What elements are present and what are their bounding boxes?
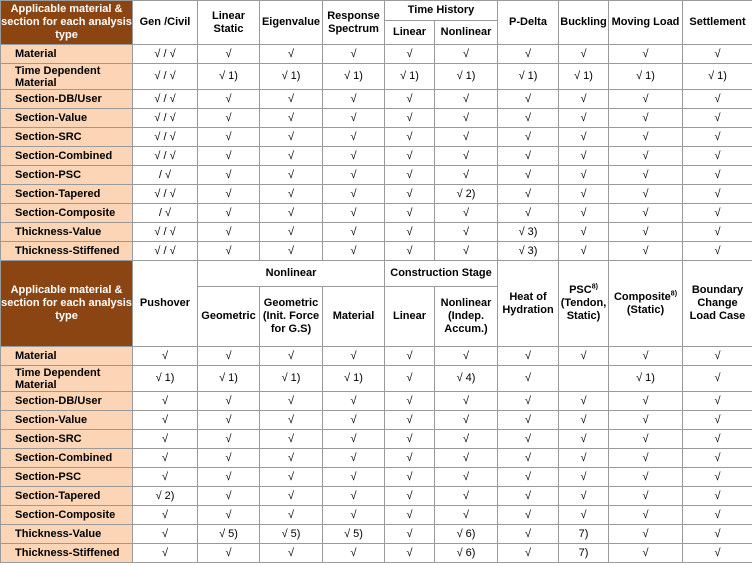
table-cell: √ — [260, 185, 323, 204]
table-row — [1, 366, 752, 392]
table-cell: √ — [559, 166, 609, 185]
table-cell: √ — [559, 392, 609, 411]
table-cell: √ 1) — [609, 366, 683, 392]
col-header-composite — [609, 261, 683, 347]
col-header-th-nonlinear: Nonlinear — [435, 21, 498, 45]
composite-label: Composite — [613, 290, 671, 303]
table-cell: √ — [260, 411, 323, 430]
row-label: Section-SRC — [1, 128, 133, 147]
table-cell: √ — [435, 347, 498, 366]
table-cell: √ — [323, 147, 385, 166]
table-cell: √ — [435, 430, 498, 449]
table-cell: √ — [609, 487, 683, 506]
table-cell: √ — [385, 204, 435, 223]
table-cell: √ — [385, 128, 435, 147]
row-label: Section-Composite — [1, 506, 133, 525]
table-cell: √ — [435, 506, 498, 525]
table-cell: √ — [198, 204, 260, 223]
table-cell: √ — [323, 204, 385, 223]
table-cell: √ — [498, 90, 559, 109]
table-cell: √ — [323, 109, 385, 128]
col-header-moving-load: Moving Load — [609, 1, 683, 45]
table-row — [1, 449, 752, 468]
table-cell: √ — [609, 128, 683, 147]
table-row — [1, 45, 752, 64]
table-cell: √ — [498, 45, 559, 64]
col-header-psc — [559, 261, 609, 347]
table-cell: √ — [498, 487, 559, 506]
table-cell: √ — [260, 166, 323, 185]
table-row — [1, 109, 752, 128]
table-cell: √ — [498, 128, 559, 147]
table-cell: √ 2) — [133, 487, 198, 506]
table-cell: √ — [198, 487, 260, 506]
table-cell: √ — [609, 223, 683, 242]
table-cell — [559, 366, 609, 392]
table-cell: √ — [323, 128, 385, 147]
table-cell: √ — [683, 392, 752, 411]
table-cell: √ / √ — [133, 223, 198, 242]
table-cell: √ — [559, 223, 609, 242]
row-label: Material — [1, 347, 133, 366]
table-cell: √ 1) — [133, 366, 198, 392]
table-cell: √ — [260, 128, 323, 147]
table-cell: √ — [385, 185, 435, 204]
table-cell: √ — [683, 506, 752, 525]
table-cell: √ — [133, 430, 198, 449]
table-cell: √ — [609, 392, 683, 411]
table-row — [1, 90, 752, 109]
table-cell: √ — [323, 392, 385, 411]
table-cell: √ — [498, 468, 559, 487]
table-row — [1, 525, 752, 544]
table-cell: √ — [435, 392, 498, 411]
table-cell: √ — [323, 223, 385, 242]
table-cell: √ — [683, 525, 752, 544]
row-label: Material — [1, 45, 133, 64]
table-cell: √ — [385, 468, 435, 487]
col-header-response-spectrum: Response Spectrum — [323, 1, 385, 45]
table-cell: √ — [260, 487, 323, 506]
row-label: Section-Combined — [1, 449, 133, 468]
table-cell: √ — [198, 468, 260, 487]
table-cell: √ — [323, 487, 385, 506]
table-cell: √ 1) — [198, 64, 260, 90]
col-header-th-linear: Linear — [385, 21, 435, 45]
table-cell: √ — [385, 430, 435, 449]
table-cell: √ — [435, 204, 498, 223]
table-cell: √ — [323, 185, 385, 204]
table-cell: √ — [609, 147, 683, 166]
table-row — [1, 487, 752, 506]
table-cell: √ — [198, 147, 260, 166]
table-cell: √ — [133, 411, 198, 430]
col-header-buckling: Buckling — [559, 1, 609, 45]
corner-header-2: Applicable material & section for each analysis type — [1, 261, 133, 347]
psc-label: PSC — [569, 284, 592, 296]
table-cell: √ — [435, 411, 498, 430]
table-row — [1, 430, 752, 449]
table-cell: √ — [435, 487, 498, 506]
table-row — [1, 506, 752, 525]
table-cell: √ — [198, 430, 260, 449]
table-cell: √ — [498, 392, 559, 411]
col-header-gen-civil: Gen /Civil — [133, 1, 198, 45]
table-cell: √ — [385, 45, 435, 64]
table-cell: √ — [498, 449, 559, 468]
table-cell: √ 3) — [498, 223, 559, 242]
table-cell: √ — [498, 506, 559, 525]
table-cell: √ 2) — [435, 185, 498, 204]
table-cell: √ — [559, 109, 609, 128]
table-cell: √ — [609, 506, 683, 525]
table-cell: √ — [385, 242, 435, 261]
table-cell: √ — [609, 411, 683, 430]
col-header-pushover: Pushover — [133, 261, 198, 347]
table-cell: √ — [609, 90, 683, 109]
table-cell: √ 1) — [323, 366, 385, 392]
table-cell: √ — [198, 242, 260, 261]
row-label: Section-PSC — [1, 166, 133, 185]
table-cell: √ / √ — [133, 109, 198, 128]
table-cell: √ — [435, 166, 498, 185]
table-cell: √ — [133, 392, 198, 411]
table-cell: √ / √ — [133, 128, 198, 147]
table-cell: √ 3) — [498, 242, 559, 261]
table-cell: √ / √ — [133, 45, 198, 64]
table-cell: √ — [260, 90, 323, 109]
table-cell: √ 1) — [323, 64, 385, 90]
table-cell: √ — [683, 366, 752, 392]
table-cell: √ 1) — [385, 64, 435, 90]
table-row — [1, 185, 752, 204]
row-label: Section-DB/User — [1, 90, 133, 109]
table-cell: √ — [559, 347, 609, 366]
table-cell: √ — [683, 487, 752, 506]
table-cell: √ — [435, 90, 498, 109]
table-cell: 7) — [559, 544, 609, 563]
table-cell: √ — [559, 506, 609, 525]
table-cell: √ — [323, 411, 385, 430]
table-cell: √ — [683, 128, 752, 147]
table-row — [1, 347, 752, 366]
composite-footnote: 8) — [670, 289, 678, 297]
table-cell: √ — [260, 223, 323, 242]
table-cell: √ — [498, 109, 559, 128]
table-cell: √ — [198, 223, 260, 242]
table-cell: √ — [260, 109, 323, 128]
table-cell: √ — [683, 242, 752, 261]
table-cell: √ — [260, 147, 323, 166]
table-cell: √ — [435, 223, 498, 242]
table-cell: / √ — [133, 166, 198, 185]
table-cell: √ — [683, 468, 752, 487]
table-cell: √ — [323, 166, 385, 185]
table-cell: √ — [559, 430, 609, 449]
table-cell: √ — [260, 392, 323, 411]
table-cell: √ — [683, 223, 752, 242]
col-header-construction-stage: Construction Stage — [385, 261, 498, 287]
table-cell: √ — [198, 449, 260, 468]
table-cell: √ — [260, 468, 323, 487]
row-label: Section-SRC — [1, 430, 133, 449]
table-cell: √ — [133, 525, 198, 544]
table-cell: √ — [385, 347, 435, 366]
row-label: Thickness-Value — [1, 223, 133, 242]
table-cell: √ — [559, 411, 609, 430]
table-cell: √ — [385, 392, 435, 411]
table-cell: √ — [323, 544, 385, 563]
row-label: Thickness-Stiffened — [1, 544, 133, 563]
table-cell: √ — [198, 128, 260, 147]
table-cell: √ 1) — [498, 64, 559, 90]
table-cell: √ — [198, 392, 260, 411]
table-cell: √ 6) — [435, 544, 498, 563]
table-cell: √ — [683, 449, 752, 468]
table-cell: √ — [323, 90, 385, 109]
col-header-nl-geometric-init: Geometric (Init. Force for G.S) — [260, 287, 323, 347]
col-header-time-history: Time History — [385, 1, 498, 21]
table-cell: √ 6) — [435, 525, 498, 544]
table-cell: √ — [385, 544, 435, 563]
table-cell: √ — [260, 45, 323, 64]
table-cell: √ 1) — [198, 366, 260, 392]
table-cell: √ — [133, 449, 198, 468]
table-cell: √ — [609, 430, 683, 449]
table-cell: √ — [683, 347, 752, 366]
table-cell: √ — [498, 166, 559, 185]
table-cell: √ — [435, 128, 498, 147]
table-cell: √ — [683, 204, 752, 223]
table-cell: √ — [609, 449, 683, 468]
table-cell: √ — [133, 468, 198, 487]
table-cell: √ — [385, 366, 435, 392]
row-label: Thickness-Stiffened — [1, 242, 133, 261]
table-cell: √ — [683, 430, 752, 449]
table-cell: √ — [498, 525, 559, 544]
table-cell: √ — [260, 204, 323, 223]
table-row — [1, 204, 752, 223]
table-cell: √ 1) — [609, 64, 683, 90]
table-cell: √ — [683, 109, 752, 128]
table-cell: √ — [260, 506, 323, 525]
col-header-settlement: Settlement — [683, 1, 752, 45]
table-cell: √ — [683, 166, 752, 185]
table-cell: √ — [435, 45, 498, 64]
table-cell: √ — [498, 204, 559, 223]
table-cell: √ — [260, 430, 323, 449]
corner-header: Applicable material & section for each analysis type — [1, 1, 133, 45]
row-label: Section-Value — [1, 109, 133, 128]
table-cell: √ — [559, 204, 609, 223]
table-cell: √ — [609, 347, 683, 366]
table-cell: √ — [133, 347, 198, 366]
table-cell: √ — [260, 242, 323, 261]
table-cell: √ — [498, 147, 559, 166]
table-cell: √ 1) — [559, 64, 609, 90]
table-cell: √ — [435, 449, 498, 468]
table-cell: √ — [323, 468, 385, 487]
row-label: Time Dependent Material — [1, 366, 133, 392]
table-cell: √ — [609, 544, 683, 563]
table-cell: √ — [435, 109, 498, 128]
table-cell: √ — [385, 90, 435, 109]
table-cell: √ — [683, 544, 752, 563]
table-cell: 7) — [559, 525, 609, 544]
table-cell: √ — [133, 506, 198, 525]
table-cell: √ — [385, 506, 435, 525]
table-cell: √ — [435, 242, 498, 261]
col-header-linear-static: Linear Static — [198, 1, 260, 45]
table-row — [1, 128, 752, 147]
psc-footnote: 8) — [591, 283, 598, 291]
psc-sub: (Tendon, Static) — [560, 297, 607, 322]
table-cell: √ — [385, 166, 435, 185]
table-cell: √ — [609, 468, 683, 487]
table-cell: √ — [559, 242, 609, 261]
col-header-nl-geometric: Geometric — [198, 287, 260, 347]
table-cell: √ / √ — [133, 147, 198, 166]
table-cell: √ 5) — [260, 525, 323, 544]
table-cell: √ — [683, 147, 752, 166]
table-cell: √ — [323, 449, 385, 468]
table-row — [1, 411, 752, 430]
table-cell: √ — [559, 468, 609, 487]
row-label: Section-Composite — [1, 204, 133, 223]
table-cell: √ — [683, 185, 752, 204]
table-cell: √ — [559, 185, 609, 204]
table-cell: √ — [385, 487, 435, 506]
col-header-nonlinear: Nonlinear — [198, 261, 385, 287]
table-cell: √ — [559, 128, 609, 147]
col-header-nl-material: Material — [323, 287, 385, 347]
table-cell: / √ — [133, 204, 198, 223]
table-cell: √ — [435, 147, 498, 166]
table-cell: √ — [609, 45, 683, 64]
table-cell: √ — [198, 544, 260, 563]
table-cell: √ — [683, 90, 752, 109]
table-cell: √ — [498, 185, 559, 204]
table-cell: √ — [385, 109, 435, 128]
col-header-p-delta: P-Delta — [498, 1, 559, 45]
table-cell: √ — [498, 347, 559, 366]
table-cell: √ — [385, 525, 435, 544]
table-cell: √ — [198, 109, 260, 128]
table-row — [1, 392, 752, 411]
table-cell: √ — [559, 147, 609, 166]
table-cell: √ — [498, 544, 559, 563]
row-label: Time Dependent Material — [1, 64, 133, 90]
col-header-cs-linear: Linear — [385, 287, 435, 347]
table-cell: √ — [323, 242, 385, 261]
table-cell: √ / √ — [133, 90, 198, 109]
table-cell: √ — [133, 544, 198, 563]
table-cell: √ — [385, 411, 435, 430]
table-cell: √ — [385, 449, 435, 468]
table-cell: √ — [559, 487, 609, 506]
table-row — [1, 64, 752, 90]
table-cell: √ 1) — [435, 64, 498, 90]
table-cell: √ — [609, 185, 683, 204]
table-cell: √ — [609, 204, 683, 223]
table-cell: √ — [323, 45, 385, 64]
table-cell: √ — [683, 45, 752, 64]
table-row — [1, 223, 752, 242]
table-cell: √ — [609, 109, 683, 128]
table-row — [1, 242, 752, 261]
table-cell: √ — [260, 544, 323, 563]
row-label: Section-Combined — [1, 147, 133, 166]
table-cell: √ 1) — [260, 64, 323, 90]
table-cell: √ — [498, 411, 559, 430]
table-cell: √ — [609, 525, 683, 544]
table-cell: √ — [198, 45, 260, 64]
table-cell: √ — [683, 411, 752, 430]
col-header-cs-nonlinear: Nonlinear (Indep. Accum.) — [435, 287, 498, 347]
table-cell: √ — [198, 166, 260, 185]
table-cell: √ 5) — [323, 525, 385, 544]
table-cell: √ — [260, 449, 323, 468]
table-cell: √ — [198, 347, 260, 366]
table-cell: √ — [559, 90, 609, 109]
table-row — [1, 147, 752, 166]
table-cell: √ — [559, 45, 609, 64]
col-header-eigenvalue: Eigenvalue — [260, 1, 323, 45]
table-cell: √ — [559, 449, 609, 468]
table-cell: √ — [198, 185, 260, 204]
table-cell: √ — [498, 430, 559, 449]
table-cell: √ — [385, 223, 435, 242]
table-cell: √ 1) — [683, 64, 752, 90]
table-cell: √ — [323, 506, 385, 525]
table-row — [1, 544, 752, 563]
table-cell: √ — [198, 506, 260, 525]
col-header-heat-of-hydration: Heat of Hydration — [498, 261, 559, 347]
table-cell: √ — [385, 147, 435, 166]
row-label: Section-DB/User — [1, 392, 133, 411]
table-cell: √ — [323, 347, 385, 366]
table-cell: √ / √ — [133, 185, 198, 204]
table-row — [1, 166, 752, 185]
table-cell: √ — [323, 430, 385, 449]
table-cell: √ — [435, 468, 498, 487]
table-row — [1, 468, 752, 487]
table-cell: √ — [260, 347, 323, 366]
table-cell: √ — [609, 166, 683, 185]
table-cell: √ 5) — [198, 525, 260, 544]
table-cell: √ 4) — [435, 366, 498, 392]
row-label: Section-Value — [1, 411, 133, 430]
table-cell: √ / √ — [133, 242, 198, 261]
row-label: Section-Tapered — [1, 487, 133, 506]
table-cell: √ — [609, 242, 683, 261]
col-header-boundary-change: Boundary Change Load Case — [683, 261, 752, 347]
table-cell: √ — [198, 411, 260, 430]
table-cell: √ — [198, 90, 260, 109]
row-label: Section-PSC — [1, 468, 133, 487]
table-cell: √ / √ — [133, 64, 198, 90]
row-label: Section-Tapered — [1, 185, 133, 204]
composite-sub: (Static) — [626, 303, 665, 316]
row-label: Thickness-Value — [1, 525, 133, 544]
table-cell: √ 1) — [260, 366, 323, 392]
table-cell: √ — [498, 366, 559, 392]
